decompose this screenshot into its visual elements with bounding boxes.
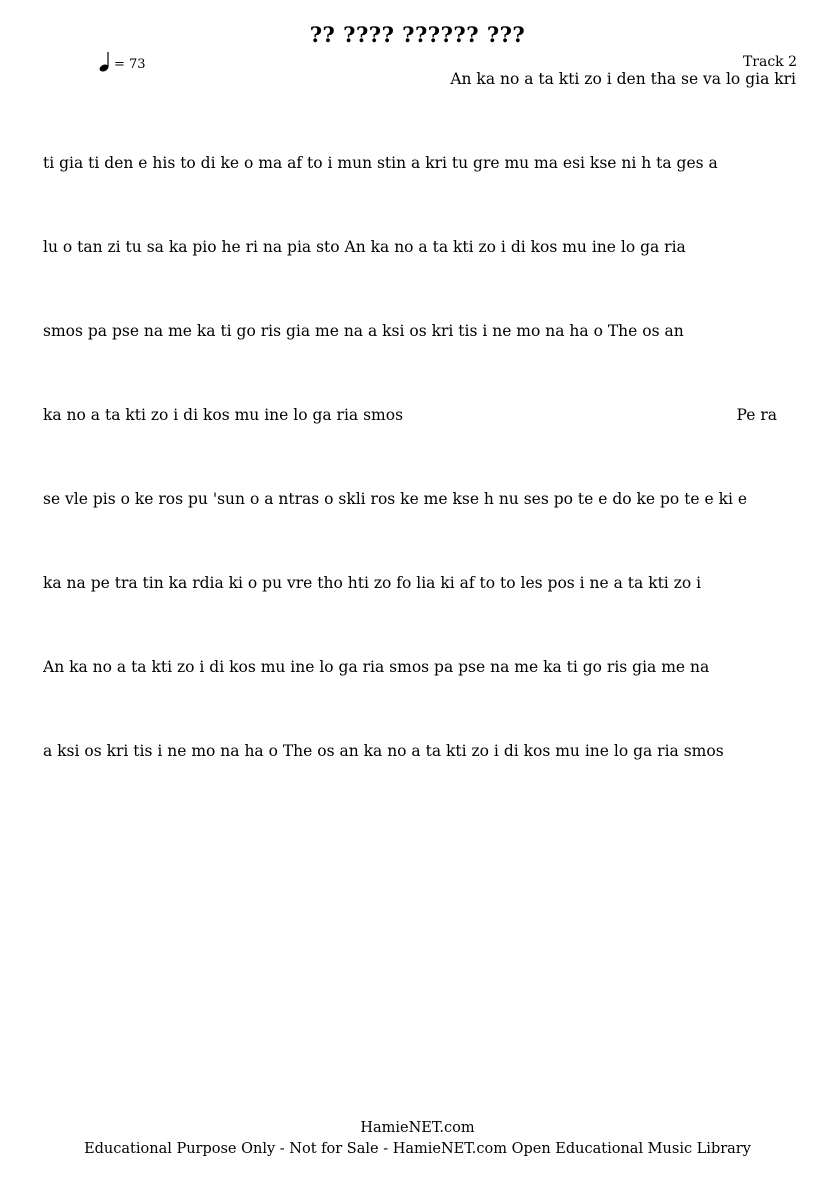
lyric-line-1: An ka no a ta kti zo i den tha se va lo gia kri xyxy=(450,70,796,88)
lyric-line-6: se vle pis o ke ros pu 'sun o a ntras o skli ros ke me kse h nu ses po te e do ke po te e ki e xyxy=(43,490,748,508)
tempo-marking xyxy=(98,50,146,72)
lyric-line-8: An ka no a ta kti zo i di kos mu ine lo ga ria smos pa pse na me ka ti go ris gia me na xyxy=(43,658,710,676)
lyric-line-5b: Pe ra xyxy=(736,406,777,424)
lyric-line-3: lu o tan zi tu sa ka pio he ri na pia sto An ka no a ta kti zo i di kos mu ine lo ga ria xyxy=(43,238,686,256)
tempo-value: = 73 xyxy=(114,57,146,72)
lyric-line-9: a ksi os kri tis i ne mo na ha o The os an ka no a ta kti zo i di kos mu ine lo ga ria smos xyxy=(43,742,724,760)
lyric-line-5: ka no a ta kti zo i di kos mu ine lo ga ria smos xyxy=(43,406,404,424)
lyric-line-2: ti gia ti den e his to di ke o ma af to i mun stin a kri tu gre mu ma esi kse ni h ta ges a xyxy=(43,154,718,172)
track-label: Track 2 xyxy=(742,54,797,70)
lyric-line-4: smos pa pse na me ka ti go ris gia me na a ksi os kri tis i ne mo na ha o The os an xyxy=(43,322,684,340)
page-title: ?? ???? ?????? ??? xyxy=(309,22,526,47)
footer-site: HamieNET.com xyxy=(360,1120,475,1136)
lyric-line-7: ka na pe tra tin ka rdia ki o pu vre tho hti zo fo lia ki af to to les pos i ne a ta kti zo i xyxy=(43,574,702,592)
footer-notice: Educational Purpose Only - Not for Sale - HamieNET.com Open Educational Music Library xyxy=(84,1141,751,1157)
quarter-note-icon xyxy=(98,50,112,72)
